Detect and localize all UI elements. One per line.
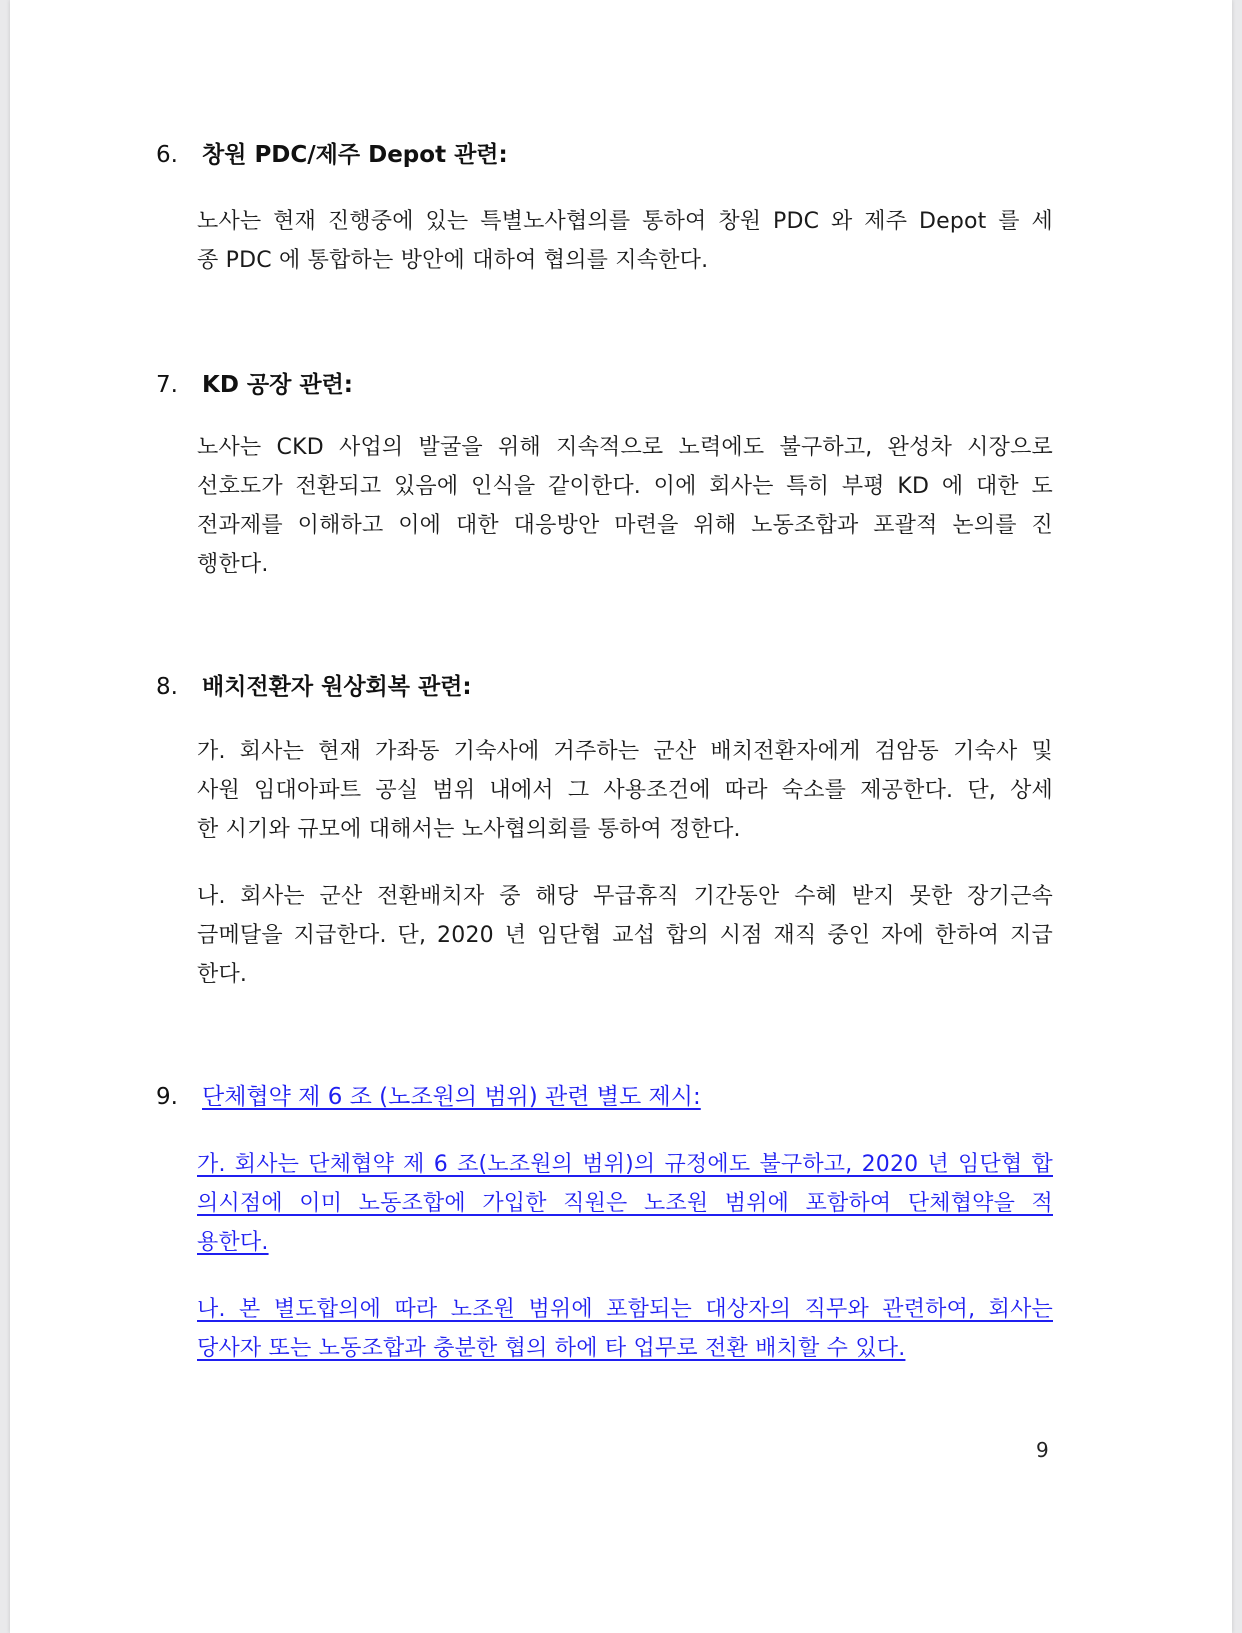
section-7-heading [156,366,353,399]
paragraph-line: 용한다. [197,1230,269,1255]
section-8-paragraph-b [197,877,1053,994]
section-8-paragraph-a [197,732,1053,849]
section-6-heading [156,136,508,169]
paragraph-line: 행한다. [197,552,269,577]
paragraph-line: 가. 회사는 단체협약 제 6 조(노조원의 범위)의 규정에도 불구하고, 2020 년 임단협 합 [197,1152,1053,1177]
paragraph-line: 노사는 CKD 사업의 발굴을 위해 지속적으로 노력에도 불구하고, 완성차 시장으로 [197,435,1053,460]
section-title: KD 공장 관련: [202,372,353,398]
section-8-heading [156,668,472,701]
paragraph-line: 종 PDC 에 통합하는 방안에 대하여 협의를 지속한다. [197,248,709,273]
document-page [10,0,1232,1633]
section-9-paragraph-a [197,1145,1053,1262]
section-title: 창원 PDC/제주 Depot 관련: [202,142,508,168]
section-title: 단체협약 제 6 조 (노조원의 범위) 관련 별도 제시: [202,1084,701,1110]
paragraph-line: 의시점에 이미 노동조합에 가입한 직원은 노조원 범위에 포함하여 단체협약을 적 [197,1191,1053,1216]
section-9-heading [156,1078,701,1111]
section-6-paragraph [197,202,1053,280]
section-7-paragraph [197,428,1053,584]
paragraph-line: 노사는 현재 진행중에 있는 특별노사협의를 통하여 창원 PDC 와 제주 Depot 를 세 [197,209,1053,234]
paragraph-line: 한 시기와 규모에 대해서는 노사협의회를 통하여 정한다. [197,817,741,842]
section-number: 8. [156,674,178,700]
paragraph-line: 나. 회사는 군산 전환배치자 중 해당 무급휴직 기간동안 수혜 받지 못한 장기근속 [197,884,1053,909]
paragraph-line: 전과제를 이해하고 이에 대한 대응방안 마련을 위해 노동조합과 포괄적 논의를 진 [197,513,1053,538]
section-number: 7. [156,372,178,398]
paragraph-line: 사원 임대아파트 공실 범위 내에서 그 사용조건에 따라 숙소를 제공한다. 단, 상세 [197,778,1053,803]
paragraph-line: 나. 본 별도합의에 따라 노조원 범위에 포함되는 대상자의 직무와 관련하여, 회사는 [197,1297,1053,1322]
paragraph-line: 한다. [197,962,248,987]
paragraph-line: 금메달을 지급한다. 단, 2020 년 임단협 교섭 합의 시점 재직 중인 자에 한하여 지급 [197,923,1053,948]
section-title: 배치전환자 원상회복 관련: [202,674,472,700]
page-number: 9 [1036,1438,1049,1462]
paragraph-line: 당사자 또는 노동조합과 충분한 협의 하에 타 업무로 전환 배치할 수 있다. [197,1336,906,1361]
paragraph-line: 가. 회사는 현재 가좌동 기숙사에 거주하는 군산 배치전환자에게 검암동 기숙사 및 [197,739,1053,764]
section-9-paragraph-b [197,1290,1053,1368]
section-number: 9. [156,1084,178,1110]
paragraph-line: 선호도가 전환되고 있음에 인식을 같이한다. 이에 회사는 특히 부평 KD 에 대한 도 [197,474,1053,499]
section-number: 6. [156,142,178,168]
